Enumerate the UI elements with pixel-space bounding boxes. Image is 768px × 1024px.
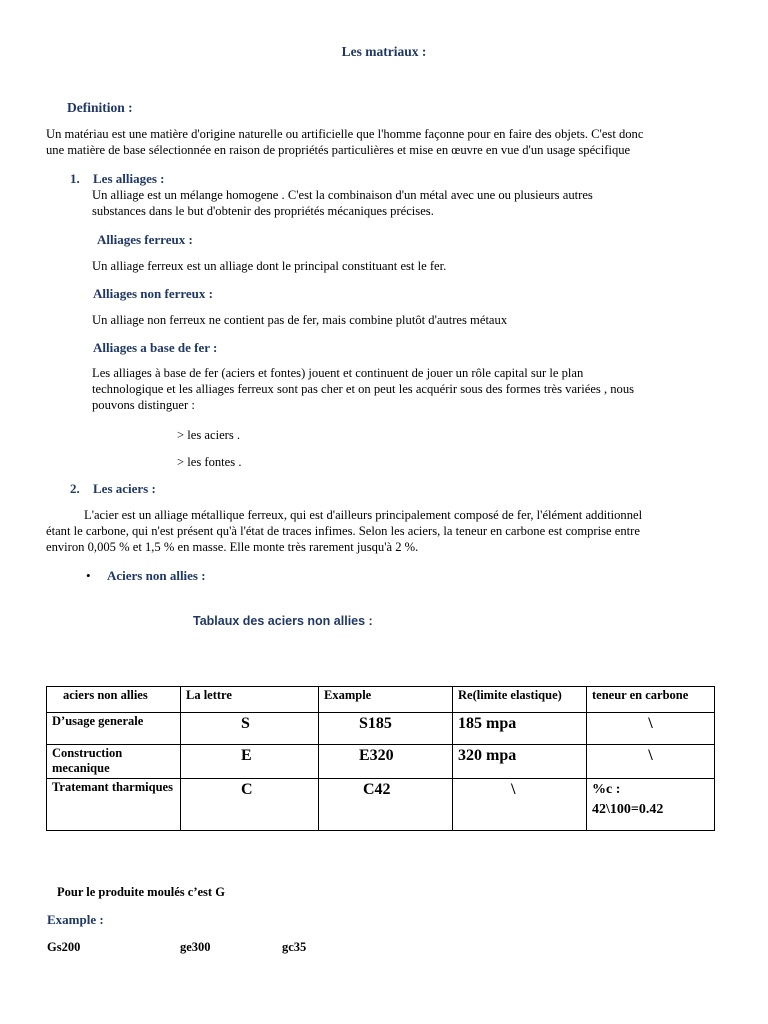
cell-example: S185 — [319, 713, 453, 745]
cell-carbon: \ — [587, 745, 715, 779]
alliages-ferreux-text: Un alliage ferreux est un alliage dont le principal constituant est le fer. — [92, 259, 447, 273]
alliages-non-ferreux-heading: Alliages non ferreux : — [93, 286, 213, 301]
cell-letter: E — [181, 745, 319, 779]
header-lettre: La lettre — [181, 687, 319, 713]
cell-re: 185 mpa — [453, 713, 587, 745]
alliages-ferreux-heading: Alliages ferreux : — [97, 232, 193, 247]
alliages-base-fer-paragraph — [92, 365, 722, 413]
example-gc35: gc35 — [282, 940, 307, 954]
alliages-non-ferreux-text: Un alliage non ferreux ne contient pas de fer, mais combine plutôt d'autres métaux — [92, 313, 508, 327]
definition-heading: Definition : — [67, 100, 133, 115]
alliages-line-2: substances dans le but d'obtenir des propriétés mécaniques précises. — [92, 204, 434, 218]
list-item-fontes: > les fontes . — [177, 455, 242, 469]
alliages-line-1: Un alliage est un mélange homogene . C'est la combinaison d'un métal avec une ou plusieurs autres — [92, 188, 593, 202]
definition-paragraph — [46, 126, 726, 158]
cell-usage: Tratemant tharmiques — [47, 779, 181, 831]
cell-example: C42 — [319, 779, 453, 831]
cell-example: E320 — [319, 745, 453, 779]
header-re: Re(limite elastique) — [453, 687, 587, 713]
page-title: Les matriaux : — [341, 44, 427, 59]
cell-carbon: \ — [587, 713, 715, 745]
base-fer-line-3: pouvons distinguer : — [92, 398, 195, 412]
carbon-formula-line-1: %c : — [592, 782, 621, 797]
bullet-icon: • — [86, 568, 91, 583]
definition-line-1: Un matériau est une matière d'origine naturelle ou artificielle que l'homme façonne pour en faire des objets. C'est donc — [46, 127, 644, 141]
aciers-line-1: L'acier est un alliage métallique ferreux, qui est d'ailleurs principalement composé de fer, l'élément additionnel — [84, 508, 643, 522]
table-row — [47, 745, 715, 779]
table-title: Tablaux des aciers non allies : — [193, 614, 373, 628]
aciers-line-2: étant le carbone, qui n'est présent qu'à l'état de traces infimes. Selon les aciers, la teneur en carbone est comprise entre — [46, 524, 640, 538]
aciers-line-3: environ 0,005 % et 1,5 % en masse. Elle monte très rarement jusqu'à 2 %. — [46, 540, 419, 554]
aciers-table — [46, 686, 715, 831]
table-row — [47, 779, 715, 831]
example-gs200: Gs200 — [47, 940, 81, 954]
section-2-number: 2. — [70, 481, 80, 496]
base-fer-line-1: Les alliages à base de fer (aciers et fontes) jouent et continuent de jouer un rôle capital sur le plan — [92, 366, 584, 380]
aciers-non-allies-heading: Aciers non allies : — [107, 568, 206, 583]
cell-letter: C — [181, 779, 319, 831]
header-example: Example — [319, 687, 453, 713]
base-fer-line-2: technologique et les alliages ferreux sont pas cher et on peut les acquérir sous des formes très variées , nous — [92, 382, 635, 396]
cell-carbon — [587, 779, 715, 831]
example-ge300: ge300 — [180, 940, 211, 954]
cell-re: \ — [453, 779, 587, 831]
cell-letter: S — [181, 713, 319, 745]
section-1-number: 1. — [70, 171, 80, 186]
cell-usage: Construction mecanique — [47, 745, 181, 779]
header-aciers: aciers non allies — [47, 687, 181, 713]
list-item-aciers: > les aciers . — [177, 428, 241, 442]
example-heading: Example : — [47, 912, 104, 927]
carbon-formula-line-2: 42\100=0.42 — [592, 802, 664, 817]
cell-usage: D’usage generale — [47, 713, 181, 745]
alliages-base-fer-heading: Alliages a base de fer : — [93, 340, 218, 355]
aciers-paragraph — [46, 507, 736, 555]
alliages-paragraph — [92, 187, 722, 219]
header-teneur: teneur en carbone — [587, 687, 715, 713]
table-header-row — [47, 687, 715, 713]
definition-line-2: une matière de base sélectionnée en raison de propriétés particulières et mise en œuvre en vue d'un usage spécifique — [46, 143, 631, 157]
table-row — [47, 713, 715, 745]
section-2-heading: Les aciers : — [93, 481, 156, 496]
cell-re: 320 mpa — [453, 745, 587, 779]
section-1-heading: Les alliages : — [93, 171, 165, 186]
moules-note: Pour le produite moulés c’est G — [57, 885, 225, 899]
